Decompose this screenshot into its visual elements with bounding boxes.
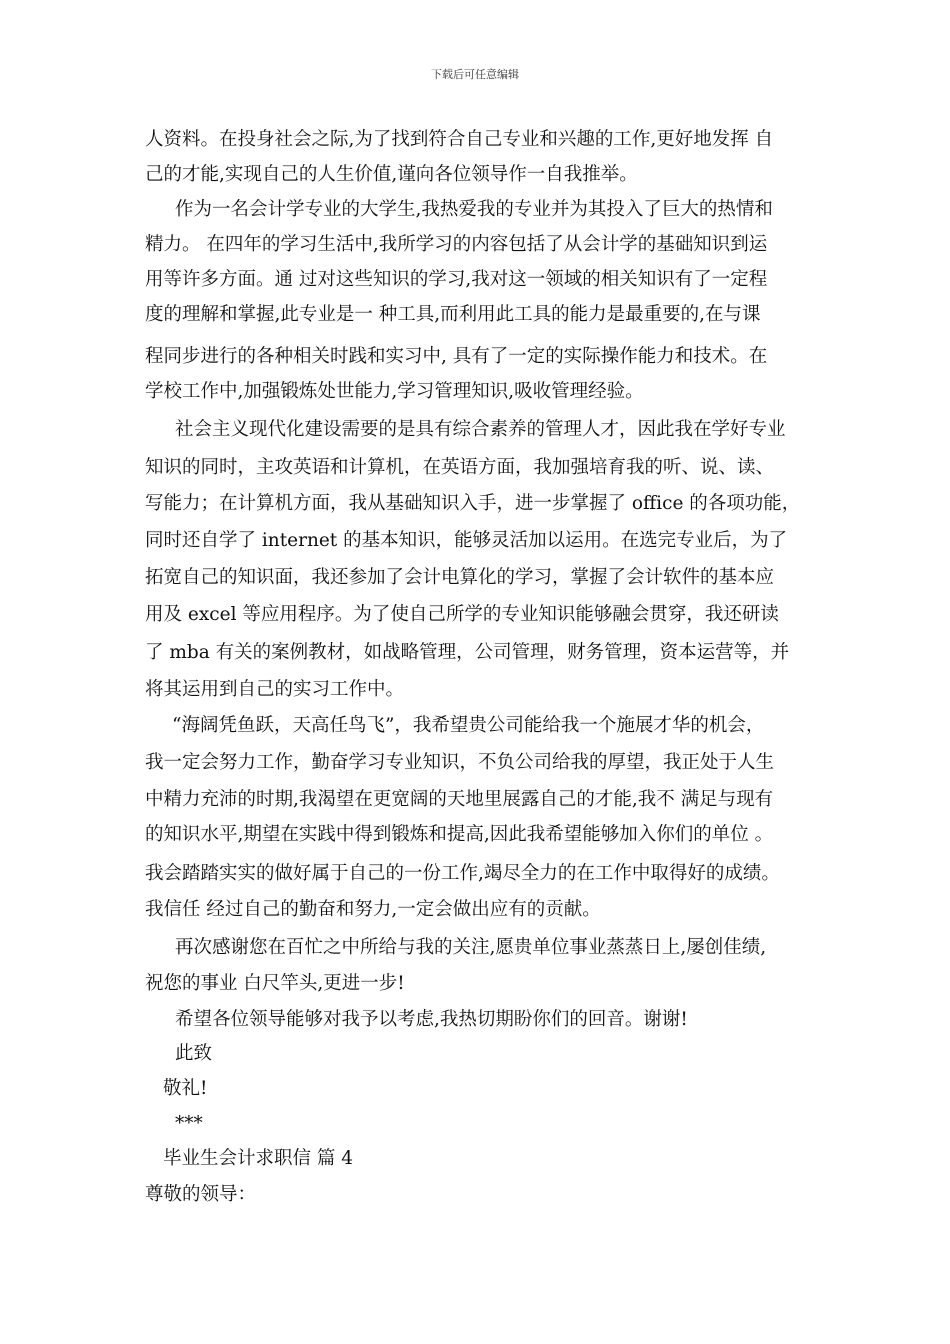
text-line: 度的理解和掌握,此专业是一 种工具,而利用此工具的能力是最重要的,在与课: [145, 304, 761, 325]
text-line: 我一定会努力工作，勤奋学习专业知识，不负公司给我的厚望，我正处于人生: [145, 752, 775, 773]
separator-stars: ***: [175, 1113, 203, 1134]
closing-line: 此致: [175, 1043, 213, 1064]
text-line: “海阔凭鱼跃，天高任鸟飞”，我希望贵公司能给我一个施展才华的机会，: [172, 715, 765, 736]
text-line: 写能力；在计算机方面，我从基础知识入手，进一步掌握了 office 的各项功能，: [145, 493, 801, 514]
text-line: 己的才能,实现自己的人生价值,谨向各位领导作一自我推举。: [145, 164, 638, 185]
text-line: 祝您的事业 白尺竿头,更进一步!: [145, 973, 405, 994]
page-header: 下载后可任意编辑: [431, 68, 519, 81]
text-line: 了 mba 有关的案例教材，如战略管理，公司管理，财务管理，资本运营等，并: [145, 642, 790, 663]
text-line: 用及 excel 等应用程序。为了使自己所学的专业知识能够融会贯穿，我还研读: [145, 604, 779, 625]
text-line: 社会主义现代化建设需要的是具有综合素养的管理人才，因此我在学好专业: [175, 419, 786, 440]
text-line: 知识的同时，主攻英语和计算机，在英语方面，我加强培育我的听、说、读、: [145, 457, 775, 478]
section-title: 毕业生会计求职信 篇 4: [163, 1148, 354, 1169]
salutation-line: 敬礼!: [163, 1078, 208, 1099]
text-line: 人资料。在投身社会之际,为了找到符合自己专业和兴趣的工作,更好地发挥 自: [145, 129, 774, 150]
text-line: 程同步进行的各种相关时践和实习中, 具有了一定的实际操作能力和技术。在: [145, 346, 768, 367]
text-line: 我信任 经过自己的勤奋和努力,一定会做出应有的贡献。: [145, 899, 601, 920]
text-line: 将其运用到自己的实习工作中。: [145, 679, 405, 700]
text-line: 学校工作中,加强锻炼处世能力,学习管理知识,吸收管理经验。: [145, 381, 644, 402]
text-line: 的知识水平,期望在实践中得到锻炼和提高,因此我希望能够加入你们的单位 。: [145, 824, 774, 845]
text-line: 中精力充沛的时期,我渴望在更宽阔的天地里展露自己的才能,我不 满足与现有: [145, 789, 774, 810]
text-line: 精力。 在四年的学习生活中,我所学习的内容包括了从会计学的基础知识到运: [145, 234, 768, 255]
text-line: 我会踏踏实实的做好属于自己的一份工作,竭尽全力的在工作中取得好的成绩。: [145, 863, 780, 884]
text-line: 再次感谢您在百忙之中所给与我的关注,愿贵单位事业蒸蒸日上,屡创佳绩,: [175, 937, 767, 958]
text-line: 同时还自学了 internet 的基本知识，能够灵活加以运用。在选完专业后，为了: [145, 530, 788, 551]
text-line: 作为一名会计学专业的大学生,我热爱我的专业并为其投入了巨大的热情和: [175, 199, 773, 220]
greeting-line: 尊敬的领导：: [145, 1184, 257, 1205]
text-line: 用等许多方面。通 过对这些知识的学习,我对这一领域的相关知识有了一定程: [145, 269, 768, 290]
text-line: 拓宽自己的知识面，我还参加了会计电算化的学习，掌握了会计软件的基本应: [145, 567, 775, 588]
text-line: 希望各位领导能够对我予以考虑,我热切期盼你们的回音。谢谢!: [175, 1009, 688, 1030]
